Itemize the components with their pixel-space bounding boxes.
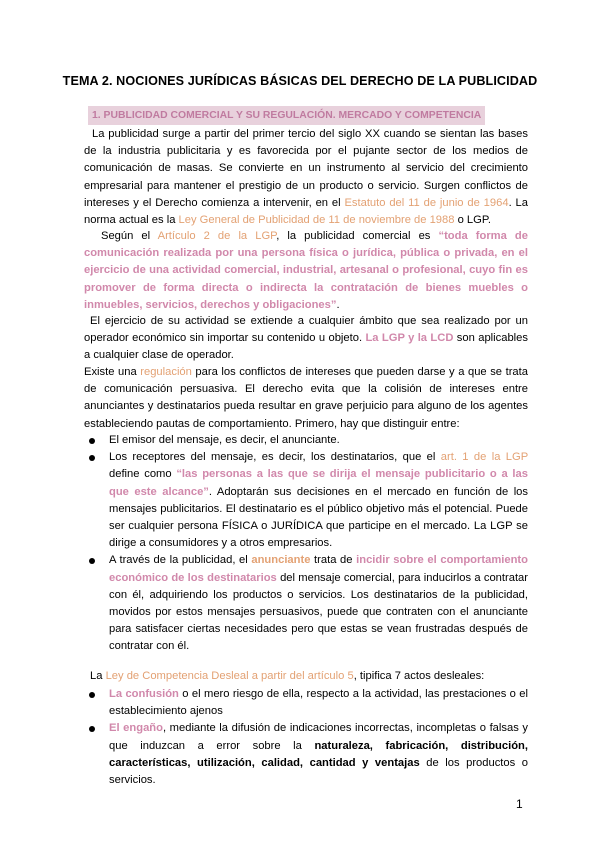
- paragraph-definition: [84, 228, 528, 314]
- text: o el mero riesgo de ella, respecto a la actividad, las prestaciones o el establecimiento ajenos: [109, 688, 528, 718]
- highlight-lgp: Ley General de Publicidad de 11 de noviembre de 1988: [178, 214, 455, 227]
- paragraph-scope: [84, 313, 528, 365]
- bullet-icon: [89, 726, 95, 732]
- text: Los receptores del mensaje, es decir, los destinatarios, que el: [109, 451, 441, 464]
- paragraph-intro: [84, 126, 528, 229]
- highlight-anunciante: anunciante: [251, 554, 311, 567]
- text: El emisor del mensaje, es decir, el anunciante.: [109, 434, 340, 446]
- list-item: [84, 720, 528, 789]
- text: , mediante la difusión de indicaciones incorrectas, incompletas o falsas y que induzcan a error sobre la: [109, 722, 528, 752]
- highlight-lgp-lcd: La LGP y la LCD: [365, 332, 454, 345]
- agents-list: [84, 432, 528, 656]
- page-number: 1: [516, 797, 523, 811]
- text: para los conflictos de intereses que pueden darse y a que se trata de comunicación persuasiva. El derecho evita que la colisión de intereses entre anunciantes y destinatarios pueda resultar en grave perjuicio para alguno de los agentes estableciendo pautas de comportamiento. Primero, hay que distinguir entre:: [84, 366, 528, 430]
- text: . La norma actual es la: [84, 196, 528, 227]
- text: Según el: [101, 230, 158, 242]
- text: El ejercicio de su actividad se extiende a cualquier ámbito que sea realizado por un operador económico sin importar su contenido u objeto.: [84, 315, 528, 345]
- bold-text: naturaleza, fabricación, distribución, características, utilización, calidad, cantidad y ventajas: [109, 739, 528, 769]
- text: o LGP.: [454, 214, 491, 227]
- bullet-icon: [89, 438, 95, 444]
- text: , la publicidad comercial es: [276, 230, 439, 242]
- text: La publicidad surge a partir del primer tercio del siglo XX cuando se sientan las bases de la industria publicitaria y es favorecida por el pujante sector de los medios de comunicación de masas. Se convierte en un instrumento al servicio del crecimiento empresarial para mantener el prestigio de un producto o servicio. Surgen conflictos de intereses y el Derecho comienza a intervenir, en el: [84, 128, 528, 209]
- list-item: [84, 449, 528, 552]
- text: define como: [109, 468, 177, 481]
- text: A través de la publicidad, el: [109, 554, 252, 567]
- bullet-icon: [89, 558, 95, 564]
- highlight-confusion: La confusión: [109, 688, 179, 700]
- text: trata de: [310, 554, 357, 567]
- list-item: [84, 432, 528, 449]
- highlight-definition-quote: “toda forma de comunicación realizada por una persona física o jurídica, pública o privada, en el ejercicio de una actividad comercial, industrial, artesanal o profesional, cuyo fin es promover de forma directa o indirecta la contratación de bienes muebles o inmuebles, servicios, derechos y obligaciones”: [84, 230, 528, 311]
- highlight-engano: El engaño: [109, 722, 163, 735]
- highlight-incidir: incidir sobre el comportamiento económico de los destinatarios: [109, 554, 528, 584]
- paragraph-regulation: [84, 364, 528, 433]
- text: .: [336, 298, 340, 311]
- text: son aplicables a cualquier clase de operador.: [84, 332, 528, 362]
- text: . Adoptarán sus decisiones en el mercado en función de los mensajes publicitarios. El destinatario es el público objetivo más el potencial. Puede ser cualquier persona FÍSICA o JURÍDICA que participe en el mercado. La LGP se dirige a consumidores y a otros empresarios.: [109, 485, 528, 550]
- highlight-destinatarios-quote: “las personas a las que se dirija el mensaje publicitario o a las que este alcance”: [109, 468, 528, 498]
- text: Existe una: [84, 366, 141, 378]
- highlight-art-1: art. 1 de la LGP: [440, 451, 528, 464]
- paragraph-lcd: [84, 668, 528, 685]
- list-item: [84, 686, 528, 720]
- section-heading: 1. PUBLICIDAD COMERCIAL Y SU REGULACIÓN. MERCADO Y COMPETENCIA: [88, 106, 485, 125]
- highlight-estatuto: Estatuto del 11 de junio de 1964: [344, 196, 509, 209]
- list-item: [84, 552, 528, 655]
- bullet-icon: [89, 455, 95, 461]
- bullet-icon: [89, 692, 95, 698]
- text: , tipifica 7 actos desleales:: [353, 670, 485, 682]
- highlight-articulo-2: Artículo 2 de la LGP: [157, 230, 277, 242]
- unfair-acts-list: [84, 686, 528, 789]
- text: La: [90, 670, 106, 682]
- document-title: TEMA 2. NOCIONES JURÍDICAS BÁSICAS DEL DERECHO DE LA PUBLICIDAD: [62, 74, 538, 88]
- highlight-regulacion: regulación: [140, 366, 192, 378]
- text: del mensaje comercial, para inducirlos a contratar con él, adquiriendo los productos o servicios. Los destinatarios de la publicidad, movidos por estos mensajes persuasivos, puede que contraten con el anunciante para satisfacer ciertas necesidades pero que estas se vean frustradas después de contratar con él.: [109, 571, 528, 653]
- text: de los productos o servicios.: [109, 756, 528, 787]
- highlight-ley-competencia: Ley de Competencia Desleal a partir del artículo 5: [105, 670, 354, 682]
